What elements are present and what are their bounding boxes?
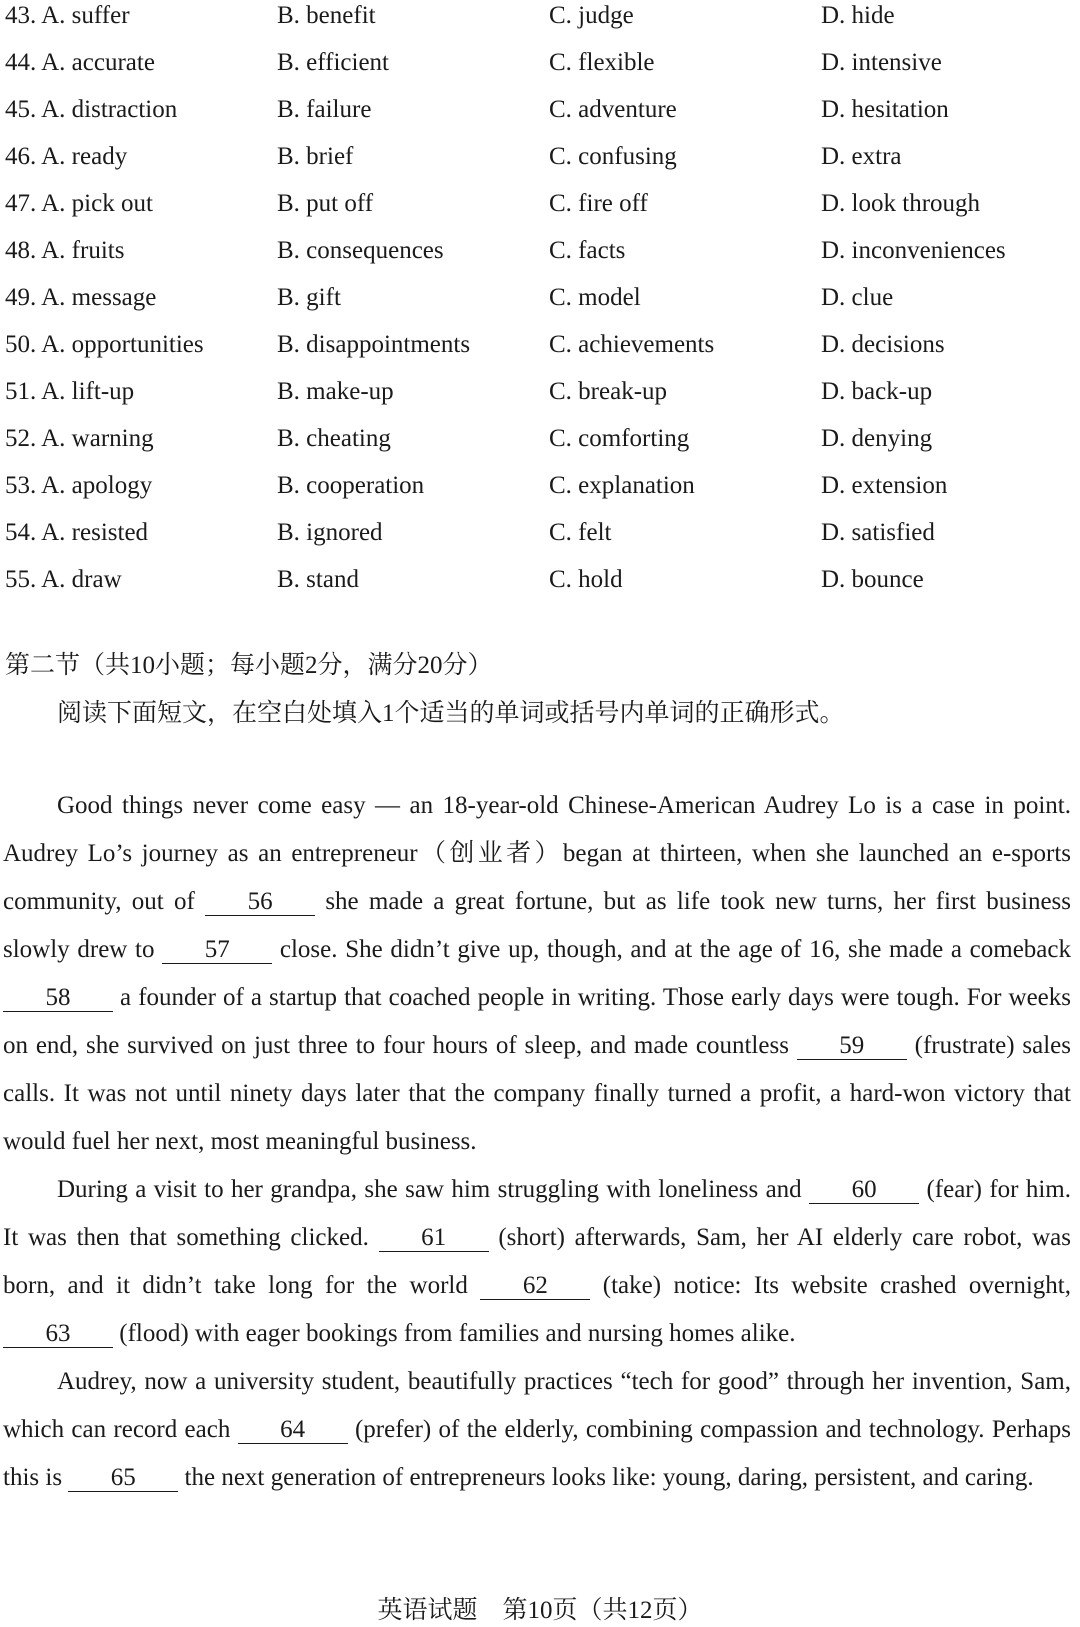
option-row [5, 368, 1045, 415]
passage-paragraph-1 [3, 782, 1071, 1166]
section-title: 第二节（共10小题；每小题2分，满分20分） [5, 652, 493, 679]
option-c[interactable]: C. judge [549, 1, 634, 29]
blank-64[interactable]: 64 [238, 1417, 348, 1444]
option-b[interactable]: B. make-up [277, 377, 394, 405]
blank-62[interactable]: 62 [480, 1273, 590, 1300]
blank-61[interactable]: 61 [379, 1225, 489, 1252]
option-d[interactable]: D. extension [821, 471, 948, 499]
option-d[interactable]: D. hide [821, 1, 895, 29]
option-b[interactable]: B. brief [277, 142, 354, 170]
option-d[interactable]: D. inconveniences [821, 236, 1006, 264]
option-a[interactable]: 52. A. warning [5, 424, 154, 452]
option-d[interactable]: D. hesitation [821, 95, 949, 123]
passage-paragraph-2 [3, 1166, 1071, 1358]
option-a[interactable]: 45. A. distraction [5, 95, 178, 123]
option-b[interactable]: B. failure [277, 95, 372, 123]
option-d[interactable]: D. intensive [821, 48, 942, 76]
passage-text: (flood) with eager bookings from families and nursing homes alike. [113, 1320, 796, 1347]
section-instruction: 阅读下面短文，在空白处填入1个适当的单词或括号内单词的正确形式。 [57, 700, 845, 727]
blank-60[interactable]: 60 [809, 1177, 919, 1204]
passage-text: (fear) for him. It was then that something clicked. [3, 1176, 1071, 1251]
option-c[interactable]: C. achievements [549, 330, 715, 358]
blank-65[interactable]: 65 [68, 1465, 178, 1492]
option-a[interactable]: 48. A. fruits [5, 236, 125, 264]
blank-63[interactable]: 63 [3, 1321, 113, 1348]
option-c[interactable]: C. explanation [549, 471, 695, 499]
passage-text: she made a great fortune, but as life took new turns, her first business slowly drew to [3, 888, 1071, 963]
option-d[interactable]: D. denying [821, 424, 933, 452]
option-row [5, 274, 1045, 321]
option-d[interactable]: D. decisions [821, 330, 945, 358]
passage-text: (frustrate) sales calls. It was not until ninety days later that the company finally turned a profit, a hard-won victory that would fuel her next, most meaningful business. [3, 1032, 1071, 1155]
option-b[interactable]: B. stand [277, 565, 359, 593]
option-a[interactable]: 51. A. lift-up [5, 377, 135, 405]
option-b[interactable]: B. consequences [277, 236, 444, 264]
option-b[interactable]: B. gift [277, 283, 341, 311]
passage-text: close. She didn’t give up, though, and at the age of 16, she made a comeback [272, 936, 1071, 963]
option-a[interactable]: 47. A. pick out [5, 189, 153, 217]
blank-56[interactable]: 56 [205, 889, 315, 916]
option-row [5, 462, 1045, 509]
blank-57[interactable]: 57 [162, 937, 272, 964]
option-d[interactable]: D. back-up [821, 377, 933, 405]
reading-passage [3, 782, 1071, 1502]
option-a[interactable]: 44. A. accurate [5, 48, 155, 76]
blank-58[interactable]: 58 [3, 985, 113, 1012]
option-row [5, 86, 1045, 133]
option-a[interactable]: 50. A. opportunities [5, 330, 204, 358]
option-row [5, 509, 1045, 556]
option-a[interactable]: 49. A. message [5, 283, 157, 311]
option-d[interactable]: D. bounce [821, 565, 924, 593]
option-c[interactable]: C. model [549, 283, 641, 311]
passage-text: Audrey, now a university student, beautifully practices “tech for good” through her invention, Sam, which can record each [3, 1368, 1071, 1443]
option-row [5, 39, 1045, 86]
option-a[interactable]: 53. A. apology [5, 471, 153, 499]
passage-text: Good things never come easy — an 18-year-old Chinese-American Audrey Lo is a case in point. Audrey Lo’s journey as an entrepreneur（创业者）began at thirteen, when she launched an e-sports community, out of [3, 792, 1071, 915]
answer-options-table [5, 0, 1045, 603]
page-footer: 英语试题 第10页（共12页） [377, 1597, 703, 1624]
option-a[interactable]: 54. A. resisted [5, 518, 149, 546]
option-d[interactable]: D. satisfied [821, 518, 935, 546]
option-row [5, 227, 1045, 274]
option-c[interactable]: C. break-up [549, 377, 668, 405]
option-d[interactable]: D. clue [821, 283, 894, 311]
option-b[interactable]: B. cheating [277, 424, 391, 452]
option-b[interactable]: B. benefit [277, 1, 376, 29]
option-row [5, 180, 1045, 227]
option-c[interactable]: C. flexible [549, 48, 655, 76]
passage-text: a founder of a startup that coached people in writing. Those early days were tough. For weeks on end, she survived on just three to four hours of sleep, and made countless [3, 984, 1071, 1059]
option-row [5, 556, 1045, 603]
option-c[interactable]: C. comforting [549, 424, 690, 452]
option-b[interactable]: B. put off [277, 189, 374, 217]
option-c[interactable]: C. confusing [549, 142, 677, 170]
option-row [5, 133, 1045, 180]
passage-text: (prefer) of the elderly, combining compassion and technology. Perhaps this is [3, 1416, 1072, 1491]
option-c[interactable]: C. adventure [549, 95, 677, 123]
option-d[interactable]: D. look through [821, 189, 981, 217]
option-c[interactable]: C. felt [549, 518, 612, 546]
option-d[interactable]: D. extra [821, 142, 902, 170]
option-b[interactable]: B. ignored [277, 518, 383, 546]
option-a[interactable]: 55. A. draw [5, 565, 122, 593]
option-row [5, 0, 1045, 39]
blank-59[interactable]: 59 [797, 1033, 907, 1060]
passage-text: the next generation of entrepreneurs looks like: young, daring, persistent, and caring. [178, 1464, 1034, 1491]
option-b[interactable]: B. efficient [277, 48, 389, 76]
passage-paragraph-3 [3, 1358, 1071, 1502]
option-a[interactable]: 43. A. suffer [5, 1, 130, 29]
option-c[interactable]: C. hold [549, 565, 623, 593]
option-b[interactable]: B. disappointments [277, 330, 471, 358]
option-a[interactable]: 46. A. ready [5, 142, 128, 170]
passage-text: During a visit to her grandpa, she saw him struggling with loneliness and [57, 1176, 810, 1203]
passage-text: (take) notice: Its website crashed overnight, [590, 1272, 1071, 1299]
option-row [5, 415, 1045, 462]
option-c[interactable]: C. fire off [549, 189, 648, 217]
option-row [5, 321, 1045, 368]
option-c[interactable]: C. facts [549, 236, 626, 264]
passage-text: (short) afterwards, Sam, her AI elderly care robot, was born, and it didn’t take long for the world [3, 1224, 1071, 1299]
option-b[interactable]: B. cooperation [277, 471, 425, 499]
